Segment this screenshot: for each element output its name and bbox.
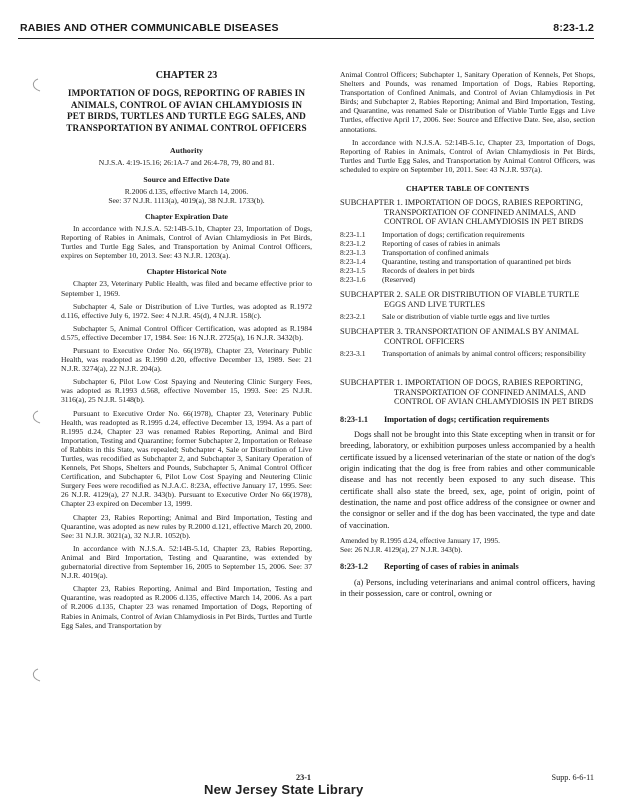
page-number: 23-1 — [296, 773, 312, 782]
history-paragraph: Subchapter 4, Sale or Distribution of Live Turtles, was adopted as R.1972 d.116, effective July 6, 1972. See: 4 N.J.R. 45(d), 4 N.J.R. 158(c). — [61, 301, 312, 320]
subchapter-1-title: SUBCHAPTER 1. IMPORTATION OF DOGS, RABIES REPORTING, TRANSPORTATION OF CONFINED ANIMALS, AND CONTROL OF AVIAN CHLAMYDIOSIS IN PET BIRDS — [340, 378, 594, 407]
section-heading — [340, 415, 595, 424]
margin-punch-mark — [28, 410, 42, 424]
toc-item-title: Transportation of animals by animal control officers; responsibility — [382, 349, 586, 359]
section-body: (a) Persons, including veterinarians and animal control officers, having in their possession, care or control, owning or — [340, 577, 595, 598]
history-heading: Chapter Historical Note — [146, 267, 227, 277]
source-heading: Source and Effective Date — [143, 174, 230, 184]
library-stamp: New Jersey State Library — [204, 782, 364, 797]
toc-item-number: 8:23-1.5 — [340, 265, 366, 275]
history-paragraph: Subchapter 5, Animal Control Officer Certification, was adopted as R.1984 d.575, effective December 17, 1984. See: 16 N.J.R. 2725(a), 16 N.J.R. 3432(b). — [61, 323, 312, 342]
history-paragraph: Pursuant to Executive Order No. 66(1978), Chapter 23, Veterinary Public Health, was readopted as R.1995 d.24, effective December 13, 1994. As a part of R.1995 d.24, Chapter 23 was renamed Rabies Reporting, Animal and Bird Importation, Testing and Quarantine; former Subchapter 2, Importation or Release of Rabbits in this State, was repealed; Subchapter 4, Sale or Distribution of Live Turtles, was recodified as Subchapter 2, and Subchapter 3, Sanitary Operation of Kennels, Pet Shops, Shelters and Pounds, Subchapter 5, Animal Control Officer Certification, and Subchapter 6, Pilot Low Cost Spaying and Neutering Clinic Surgery Fees were recodified as N.J.A.C. 8:23A, effective January 17, 1995. See: 26 N.J.R. 4129(a), 27 N.J.R. 343(b). Pursuant to Executive Order No 66(1978), Chapter 23 expired on December 13, 1999. — [61, 408, 312, 509]
toc-item[interactable] — [340, 349, 595, 358]
toc-item[interactable] — [340, 230, 595, 239]
margin-punch-mark — [28, 668, 42, 682]
toc-item[interactable] — [340, 266, 595, 275]
toc-subchapter-title: SUBCHAPTER 1. IMPORTATION OF DOGS, RABIES REPORTING, TRANSPORTATION OF CONFINED ANIMALS, AND CONTROL OF AVIAN CHLAMYDIOSIS IN PET BIRDS — [340, 198, 584, 227]
section-title: Importation of dogs; certification requirements — [384, 415, 550, 425]
section-number: 8:23-1.2 — [340, 562, 368, 572]
history-continuation: Animal Control Officers; Subchapter 1, Sanitary Operation of Kennels, Pet Shops, Shelters and Pounds, was renamed Importation of Dogs, Rabies Reporting, Transportation of Confined Animals, and Control of Avian Chlamydiosis in Pet Birds; and Subchapter 2, Rabies Reporting; Animal and Bird Importation, Testing, and Quarantine, was renamed Sale or Distribution of Viable Turtle Eggs and Live Turtles, effective April 17, 2006. See: Source and Effective Date. See, also, section annotations. — [340, 70, 595, 134]
toc-item-number: 8:23-2.1 — [340, 312, 366, 322]
toc-subchapter-title: SUBCHAPTER 3. TRANSPORTATION OF ANIMALS BY ANIMAL CONTROL OFFICERS — [340, 327, 579, 346]
margin-punch-mark — [28, 78, 42, 92]
toc-item-number: 8:23-1.3 — [340, 247, 366, 257]
expiration-continuation: In accordance with N.J.S.A. 52:14B-5.1c, Chapter 23, Importation of Dogs, Reporting of Rabies in Animals, Control of Avian Chlamydiosis in Pet Birds, Turtles and Turtle Egg Sales, and Transportation by Animal Control Officers, was scheduled to expire on September 10, 2011. See: 43 N.J.R. 937(a). — [340, 137, 595, 174]
history-paragraph: Subchapter 6, Pilot Low Cost Spaying and Neutering Clinic Surgery Fees, was adopted as R.1993 d.568, effective November 15, 1993. See: 25 N.J.R. 3116(a), 25 N.J.R. 5148(b). — [61, 377, 312, 405]
right-column — [340, 70, 595, 605]
toc-item-title: Quarantine, testing and transportation of quarantined pet birds — [382, 256, 571, 266]
toc-subchapter-title: SUBCHAPTER 2. SALE OR DISTRIBUTION OF VIABLE TURTLE EGGS AND LIVE TURTLES — [340, 289, 580, 309]
amendment-text: Amended by R.1995 d.24, effective January 17, 1995. — [340, 535, 500, 545]
section-heading — [340, 562, 595, 571]
amendment-note — [340, 537, 595, 555]
expiration-heading: Chapter Expiration Date — [144, 211, 229, 221]
source-text: R.2006 d.135, effective March 14, 2006. — [124, 186, 249, 196]
history-paragraph: Pursuant to Executive Order No. 66(1978), Chapter 23, Veterinary Public Health, was readopted as R.1990 d.20, effective December 13, 1989. See: 21 N.J.R. 3274(a), 22 N.J.R. 204(a). — [61, 345, 312, 374]
left-column — [61, 70, 312, 634]
toc-item-title: Records of dealers in pet birds — [382, 265, 475, 275]
toc-item-title: Transportation of confined animals — [382, 247, 489, 257]
toc-item[interactable] — [340, 257, 595, 266]
source-citation: See: 37 N.J.R. 1113(a), 4019(a), 38 N.J.R. 1733(b). — [108, 195, 265, 205]
toc-item[interactable] — [340, 312, 595, 321]
toc-item-number: 8:23-1.4 — [340, 256, 366, 266]
section-body: Dogs shall not be brought into this State excepting when in transit or for breeding, laboratory, or exhibition purposes unless accompanied by a health certificate issued by a licensed veterinarian of the state or nation of the dog's origin indicating that the dog is free from rabies and other communicable disease and has not recently been exposed to any such disease. This certificate shall also state the breed, sex, age, point of origin, point of destination, the name and post office address of the consignee or owner and the consignor or seller and if the dog has been vaccinated, the type and date of vaccination. — [340, 430, 595, 530]
history-paragraph: Chapter 23, Veterinary Public Health, was filed and became effective prior to September 1, 1969. — [61, 279, 312, 298]
toc-item-number: 8:23-1.2 — [340, 238, 366, 248]
section-number: 8:23-1.1 — [340, 415, 368, 425]
chapter-title: IMPORTATION OF DOGS, REPORTING OF RABIES IN ANIMALS, CONTROL OF AVIAN CHLAMYDIOSIS IN PET BIRDS, TURTLES AND TURTLE EGG SALES, AND TRANSPORTATION BY ANIMAL CONTROL OFFICERS — [66, 88, 307, 133]
toc-item[interactable] — [340, 239, 595, 248]
authority-text: N.J.S.A. 4:19-15.16; 26:1A-7 and 26:4-78, 79, 80 and 81. — [98, 158, 275, 168]
expiration-text: In accordance with N.J.S.A. 52:14B-5.1b, Chapter 23, Importation of Dogs, Reporting of Rabies in Animals, Control of Avian Chlamydiosis in Pet Birds, Turtles and Turtle Egg Sales, and Transportation by Animal Control Officers, expires on September 10, 2013. See: 43 N.J.R. 1203(a). — [61, 223, 312, 261]
toc-item-number: 8:23-3.1 — [340, 349, 366, 359]
supplement-date: Supp. 6-6-11 — [551, 773, 594, 782]
toc-item-title: Sale or distribution of viable turtle eggs and live turtles — [382, 312, 550, 322]
header-title: RABIES AND OTHER COMMUNICABLE DISEASES — [20, 22, 279, 34]
toc-item-title: Reporting of cases of rabies in animals — [382, 238, 501, 248]
toc-item[interactable] — [340, 248, 595, 257]
toc-heading: CHAPTER TABLE OF CONTENTS — [405, 184, 530, 194]
authority-heading: Authority — [170, 146, 203, 156]
toc-item-title: (Reserved) — [382, 274, 416, 284]
running-header — [18, 22, 594, 39]
history-paragraph: Chapter 23, Rabies Reporting, Animal and Bird Importation, Testing and Quarantine, was readopted as R.2006 d.135, effective March 14, 2006. As a part of R.2006 d.135, Chapter 23 was renamed Importation of Dogs, Reporting of Rabies in Animals, Control of Avian Chlamydiosis in Pet Birds, Turtles and Turtle Egg Sales, and Transportation by — [61, 584, 312, 630]
history-paragraph: In accordance with N.J.S.A. 52:14B-5.1d, Chapter 23, Rabies Reporting, Animal and Bird Importation, Testing and Quarantine, was extended by gubernatorial directive from September 16, 2005 to September 15, 2006. See: 37 N.J.R. 4019(a). — [61, 543, 312, 581]
history-paragraph: Chapter 23, Rabies Reporting; Animal and Bird Importation, Testing and Quarantine, was adopted as new rules by R.2000 d.121, effective March 20, 2000. See: 31 N.J.R. 3021(a), 32 N.J.R. 1052(b). — [61, 512, 312, 540]
toc-item-title: Importation of dogs; certification requirements — [382, 229, 525, 239]
toc-item-number: 8:23-1.6 — [340, 274, 366, 284]
toc-item[interactable] — [340, 275, 595, 284]
section-title: Reporting of cases of rabies in animals — [384, 562, 519, 572]
chapter-number: CHAPTER 23 — [155, 70, 218, 81]
header-section-number: 8:23-1.2 — [553, 22, 594, 34]
amendment-citation: See: 26 N.J.R. 4129(a), 27 N.J.R. 343(b). — [340, 544, 463, 554]
toc-item-number: 8:23-1.1 — [340, 229, 366, 239]
